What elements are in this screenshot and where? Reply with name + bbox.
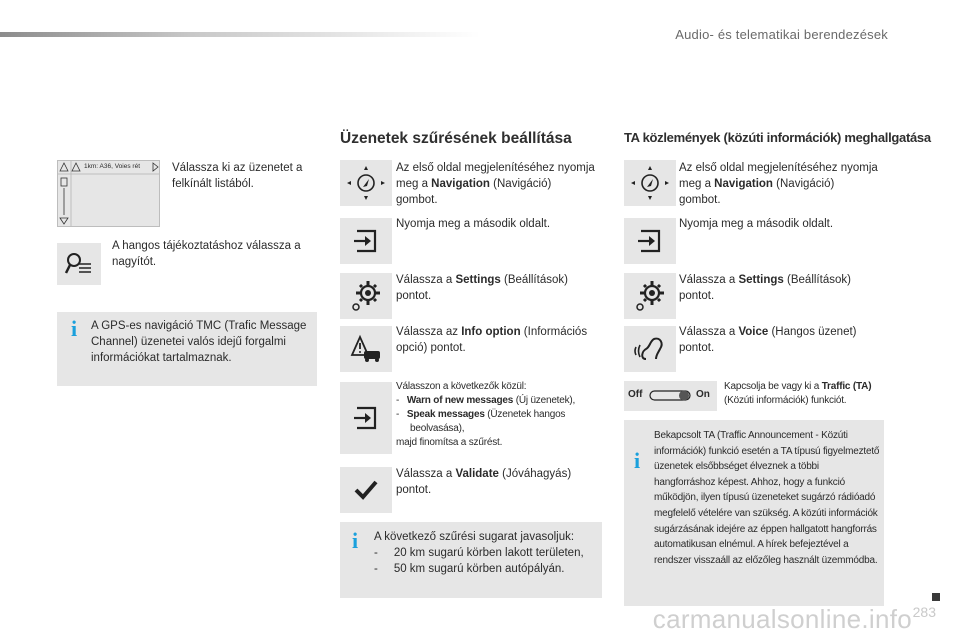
- mid-step6-validate: Validate: [455, 468, 499, 480]
- ta-toggle-box: [624, 381, 717, 411]
- mid-step6-part1: Válassza a: [396, 468, 456, 480]
- magnifier-list-icon: [64, 251, 94, 277]
- tmc-info-text: A GPS-es navigáció TMC (Trafic Message Channel) üzenetei valós idejű forgalmi információkat tartalmaznak.: [91, 320, 307, 364]
- radius-info-intro: A következő szűrési sugarat javasoljuk:: [374, 531, 575, 543]
- mid-step1-part1: Az első oldal megjelenítéséhez nyomja meg a: [396, 162, 595, 190]
- ta-info-box: [624, 420, 884, 606]
- r-step4-part3: (Hangos üzenet) pontot.: [679, 326, 857, 354]
- page-number: 283: [912, 604, 936, 620]
- r-navigation-compass-icon: [628, 163, 672, 203]
- mid-step3-settings: Settings: [455, 274, 501, 286]
- r-step3-settings: Settings: [738, 274, 784, 286]
- warn-new-messages-desc: (Új üzenetek),: [513, 395, 576, 406]
- toggle-on-label: On: [696, 389, 710, 400]
- tmc-info-box: [57, 312, 317, 386]
- r-settings-gear-icon: [630, 277, 670, 315]
- settings-icon-box: [340, 273, 392, 319]
- mid-step5-outro: majd finomítsa a szűrést.: [396, 437, 503, 448]
- mid-step5-item1: - Warn of new messages (Új üzenetek),: [396, 395, 576, 406]
- r-step2-text: Nyomja meg a második oldalt.: [679, 218, 834, 230]
- ta-announcements-title: TA közlemények (közúti információk) meghallgatása: [624, 130, 931, 145]
- r-step4-part1: Válassza a: [679, 326, 739, 338]
- r-step5-part3: (Közúti információk) funkciót.: [724, 395, 847, 406]
- screen-message-label: 1km: A36, Voies rét: [84, 163, 141, 170]
- navigation-icon-box: [340, 160, 392, 206]
- mid-step1-navigation: Navigation: [431, 178, 490, 190]
- radius-item1-text: 20 km sugarú körben lakott területen,: [393, 547, 584, 559]
- r-step1-part1: Az első oldal megjelenítéséhez nyomja meg a: [679, 162, 878, 190]
- mid-step6-text: [396, 466, 596, 498]
- mid-step5-item2: - Speak messages (Üzenetek hangos beolvasása),: [396, 409, 566, 434]
- mid-step1-text: [396, 160, 596, 208]
- radius-info-box: [340, 522, 602, 598]
- speak-messages-label: Speak messages: [406, 409, 485, 420]
- mid-step3-part1: Válassza a: [396, 274, 456, 286]
- radius-info-item2: - 50 km sugarú körben autópályán.: [374, 563, 565, 575]
- toggle-off-label: Off: [628, 389, 643, 400]
- settings-gear-icon: [346, 277, 386, 315]
- traffic-info-icon: [348, 333, 384, 365]
- r-step1-part3: (Navigáció) gombot.: [679, 178, 835, 206]
- screen-top-bar: [57, 160, 160, 174]
- zoom-text: A hangos tájékoztatáshoz válassza a nagyítót.: [112, 240, 301, 268]
- mid-step5-intro: Válasszon a következők közül:: [396, 381, 527, 392]
- mid-step4-info-option: Info option: [461, 326, 521, 338]
- radius-info-item1: - 20 km sugarú körben lakott területen,: [374, 547, 584, 559]
- mid-step2-text: Nyomja meg a második oldalt.: [396, 218, 551, 230]
- radius-item2-text: 50 km sugarú körben autópályán.: [393, 563, 565, 575]
- r-next-page-icon: [635, 226, 665, 256]
- warn-new-messages-label: Warn of new messages: [406, 395, 514, 406]
- ta-info-text: Bekapcsolt TA (Traffic Announcement - Közúti információk) funkció esetén a TA típusú figyelmeztető üzenetek elsőbbséget élveznek a többi hangforráshoz képest. Ahhoz, hogy a funkció működjön, ilyen típusú üzeneteket sugárzó rádióadó megfelelő vételére van szükség. A közúti információk sugárzásának idejére az éppen hallgatott hangforrás automatikusan elnémul. A hírek befejeztével a rendszer visszaáll az előzőleg használt üzemmódba.: [654, 430, 880, 566]
- r-step5-text: [724, 380, 884, 408]
- validate-icon-box: [340, 467, 392, 513]
- r-step4-text: [679, 324, 879, 356]
- next-page-icon: [351, 226, 381, 256]
- info-option-icon-box: [340, 326, 392, 372]
- page-header-title: Audio- és telematikai berendezések: [675, 27, 888, 42]
- mid-step4-part1: Válassza az: [396, 326, 462, 338]
- mid-step4-text: [396, 324, 606, 356]
- navigation-screen-thumbnail: [57, 160, 160, 227]
- r-step3-part1: Válassza a: [679, 274, 739, 286]
- r-step3-part3: (Beállítások) pontot.: [679, 274, 851, 302]
- r-settings-icon-box: [624, 273, 676, 319]
- mid-step3-text: [396, 272, 596, 304]
- r-step5-part1: Kapcsolja be vagy ki a: [724, 381, 822, 392]
- mid-step5-text: [396, 380, 606, 450]
- filter-settings-title: Üzenetek szűrésének beállítása: [340, 130, 572, 147]
- corner-mark: [932, 593, 940, 601]
- info-icon: i: [71, 316, 78, 341]
- speak-messages-desc: (Üzenetek hangos beolvasása),: [410, 409, 566, 434]
- r-step5-traffic: Traffic (TA): [821, 381, 872, 392]
- voice-ear-icon: [632, 333, 668, 365]
- select-message-text: Válassza ki az üzenetet a felkínált listából.: [172, 162, 303, 190]
- r-step4-voice: Voice: [738, 326, 769, 338]
- watermark-text: carmanualsonline.info: [652, 604, 912, 634]
- r-navigation-icon-box: [624, 160, 676, 206]
- navigation-compass-icon: [344, 163, 388, 203]
- filter-options-icon-box: [340, 382, 392, 454]
- header-bar: [0, 32, 480, 37]
- next-page-icon-2: [351, 403, 381, 433]
- mid-step6-part3: (Jóváhagyás) pontot.: [396, 468, 572, 496]
- radius-info-text: [374, 529, 596, 577]
- mid-step4-part3: (Információs opció) pontot.: [396, 326, 588, 354]
- second-page-icon-box: [340, 218, 392, 264]
- r-step1-text: [679, 160, 879, 208]
- checkmark-icon: [351, 477, 381, 503]
- r-step3-text: [679, 272, 879, 304]
- mid-step3-part3: (Beállítások) pontot.: [396, 274, 568, 302]
- info-icon-3: i: [634, 448, 641, 473]
- r-second-page-icon-box: [624, 218, 676, 264]
- zoom-icon-box: [57, 243, 101, 285]
- voice-icon-box: [624, 326, 676, 372]
- mid-step1-part3: (Navigáció) gombot.: [396, 178, 552, 206]
- info-icon-2: i: [352, 528, 359, 553]
- r-step1-navigation: Navigation: [714, 178, 773, 190]
